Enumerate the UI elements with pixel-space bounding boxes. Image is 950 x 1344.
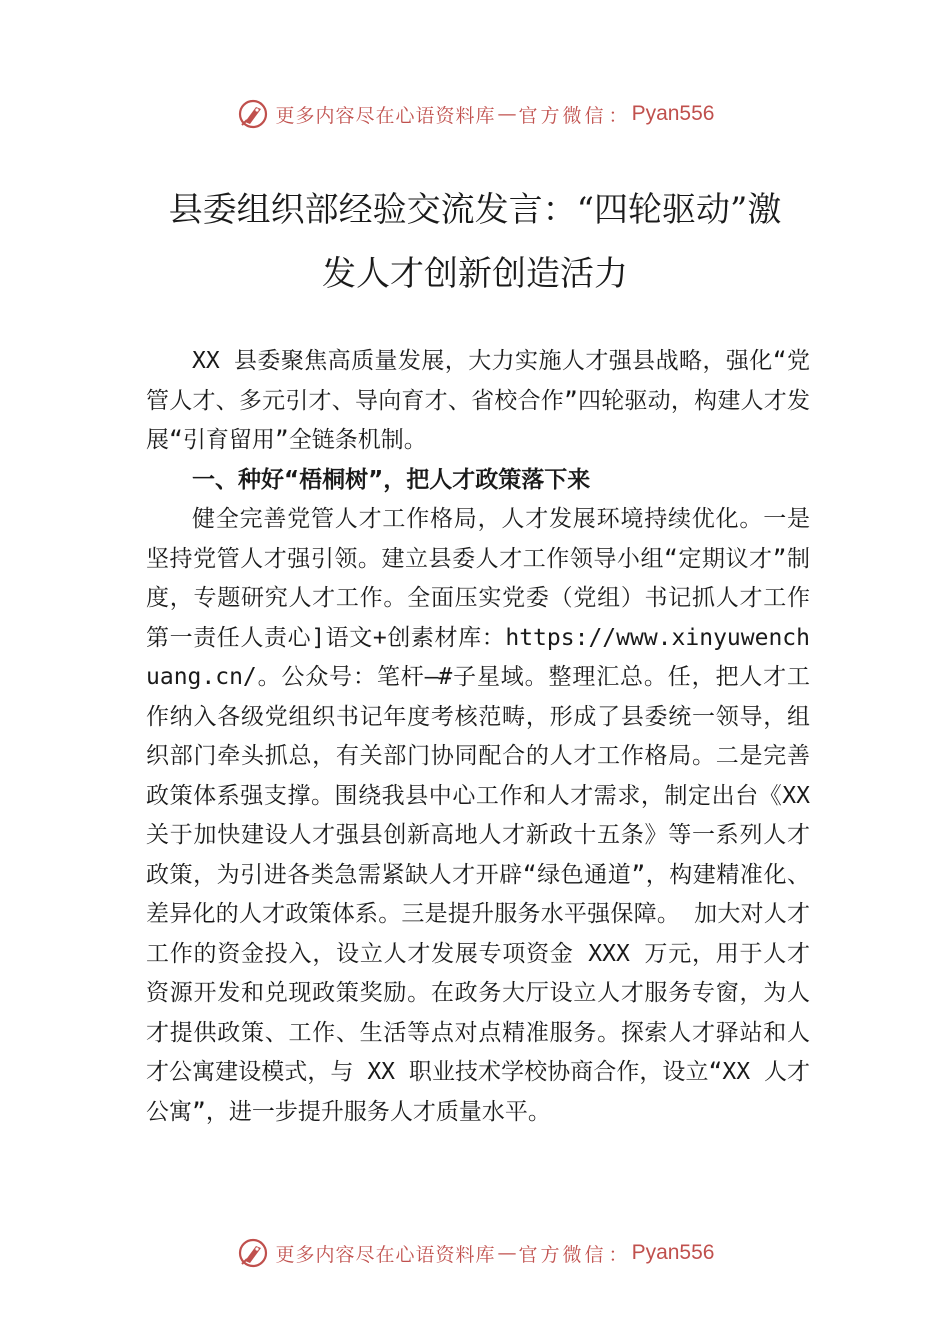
section-1-paragraph: [146, 500, 810, 1132]
title-line-1: 县委组织部经验交流发言：“四轮驱动”激: [168, 190, 782, 230]
source-url-link[interactable]: https://www.xinyuwenchuang.cn/: [146, 624, 810, 690]
banner-brand-text: 更多内容尽在心语资料库: [275, 104, 496, 127]
section-1-text-a: 健全完善党管人才工作格局，人才发展环境持续优化。一是坚持党管人才强引领。建立县委人才工作领导小组“定期议才”制度，专题研究人才工作。全面压实党委（党组）书记抓人才工作第一责任人责心]语文+创素材库：: [146, 506, 810, 651]
banner-colon: ：: [608, 104, 628, 127]
title-line-2: 发人才创新创造活力: [322, 254, 628, 294]
banner-separator: —: [497, 1242, 517, 1264]
banner-wechat-id: Pyan556: [631, 102, 715, 125]
section-1-text-b: 。公众号：笔杆—#子星域。整理汇总。任，把人才工作纳入各级党组织书记年度考核范畴，形成了县委统一领导，组织部门牵头抓总，有关部门协同配合的人才工作格局。二是完善政策体系强支撑。围绕我县中心工作和人才需求，制定出台《XX 关于加快建设人才强县创新高地人才新政十五条》等一系列人才政策，为引进各类急需紧缺人才开辟“绿色通道”，构建精准化、差异化的人才政策体系。三是提升服务水平强保障。 加大对人才工作的资金投入，设立人才发展专项资金 XXX 万元，用于人才资源开发和兑现政策奖励。在政务大厅设立人才服务专窗，为人才提供政策、工作、生活等点对点精准服务。探索人才驿站和人才公寓建设模式，与 XX 职业技术学校协商合作，设立“XX 人才公寓”，进一步提升服务人才质量水平。: [146, 664, 810, 1125]
banner-colon: ：: [608, 1243, 628, 1266]
pen-nib-logo-icon: [236, 97, 270, 131]
header-watermark-banner: [0, 94, 950, 134]
document-title: [140, 178, 810, 306]
intro-paragraph: XX 县委聚焦高质量发展，大力实施人才强县战略，强化“党管人才、多元引才、导向育才、省校合作”四轮驱动，构建人才发展“引育留用”全链条机制。: [146, 348, 810, 453]
document-body: [146, 342, 810, 1132]
banner-wechat-label: 官方微信: [518, 1243, 607, 1266]
section-1-heading: 一、种好“梧桐树”，把人才政策落下来: [192, 466, 591, 493]
banner-wechat-label: 官方微信: [518, 104, 607, 127]
banner-separator: —: [497, 103, 517, 125]
banner-brand-text: 更多内容尽在心语资料库: [275, 1243, 496, 1266]
pen-nib-logo-icon: [236, 1236, 270, 1270]
banner-wechat-id: Pyan556: [631, 1241, 715, 1264]
footer-watermark-banner: [0, 1233, 950, 1273]
